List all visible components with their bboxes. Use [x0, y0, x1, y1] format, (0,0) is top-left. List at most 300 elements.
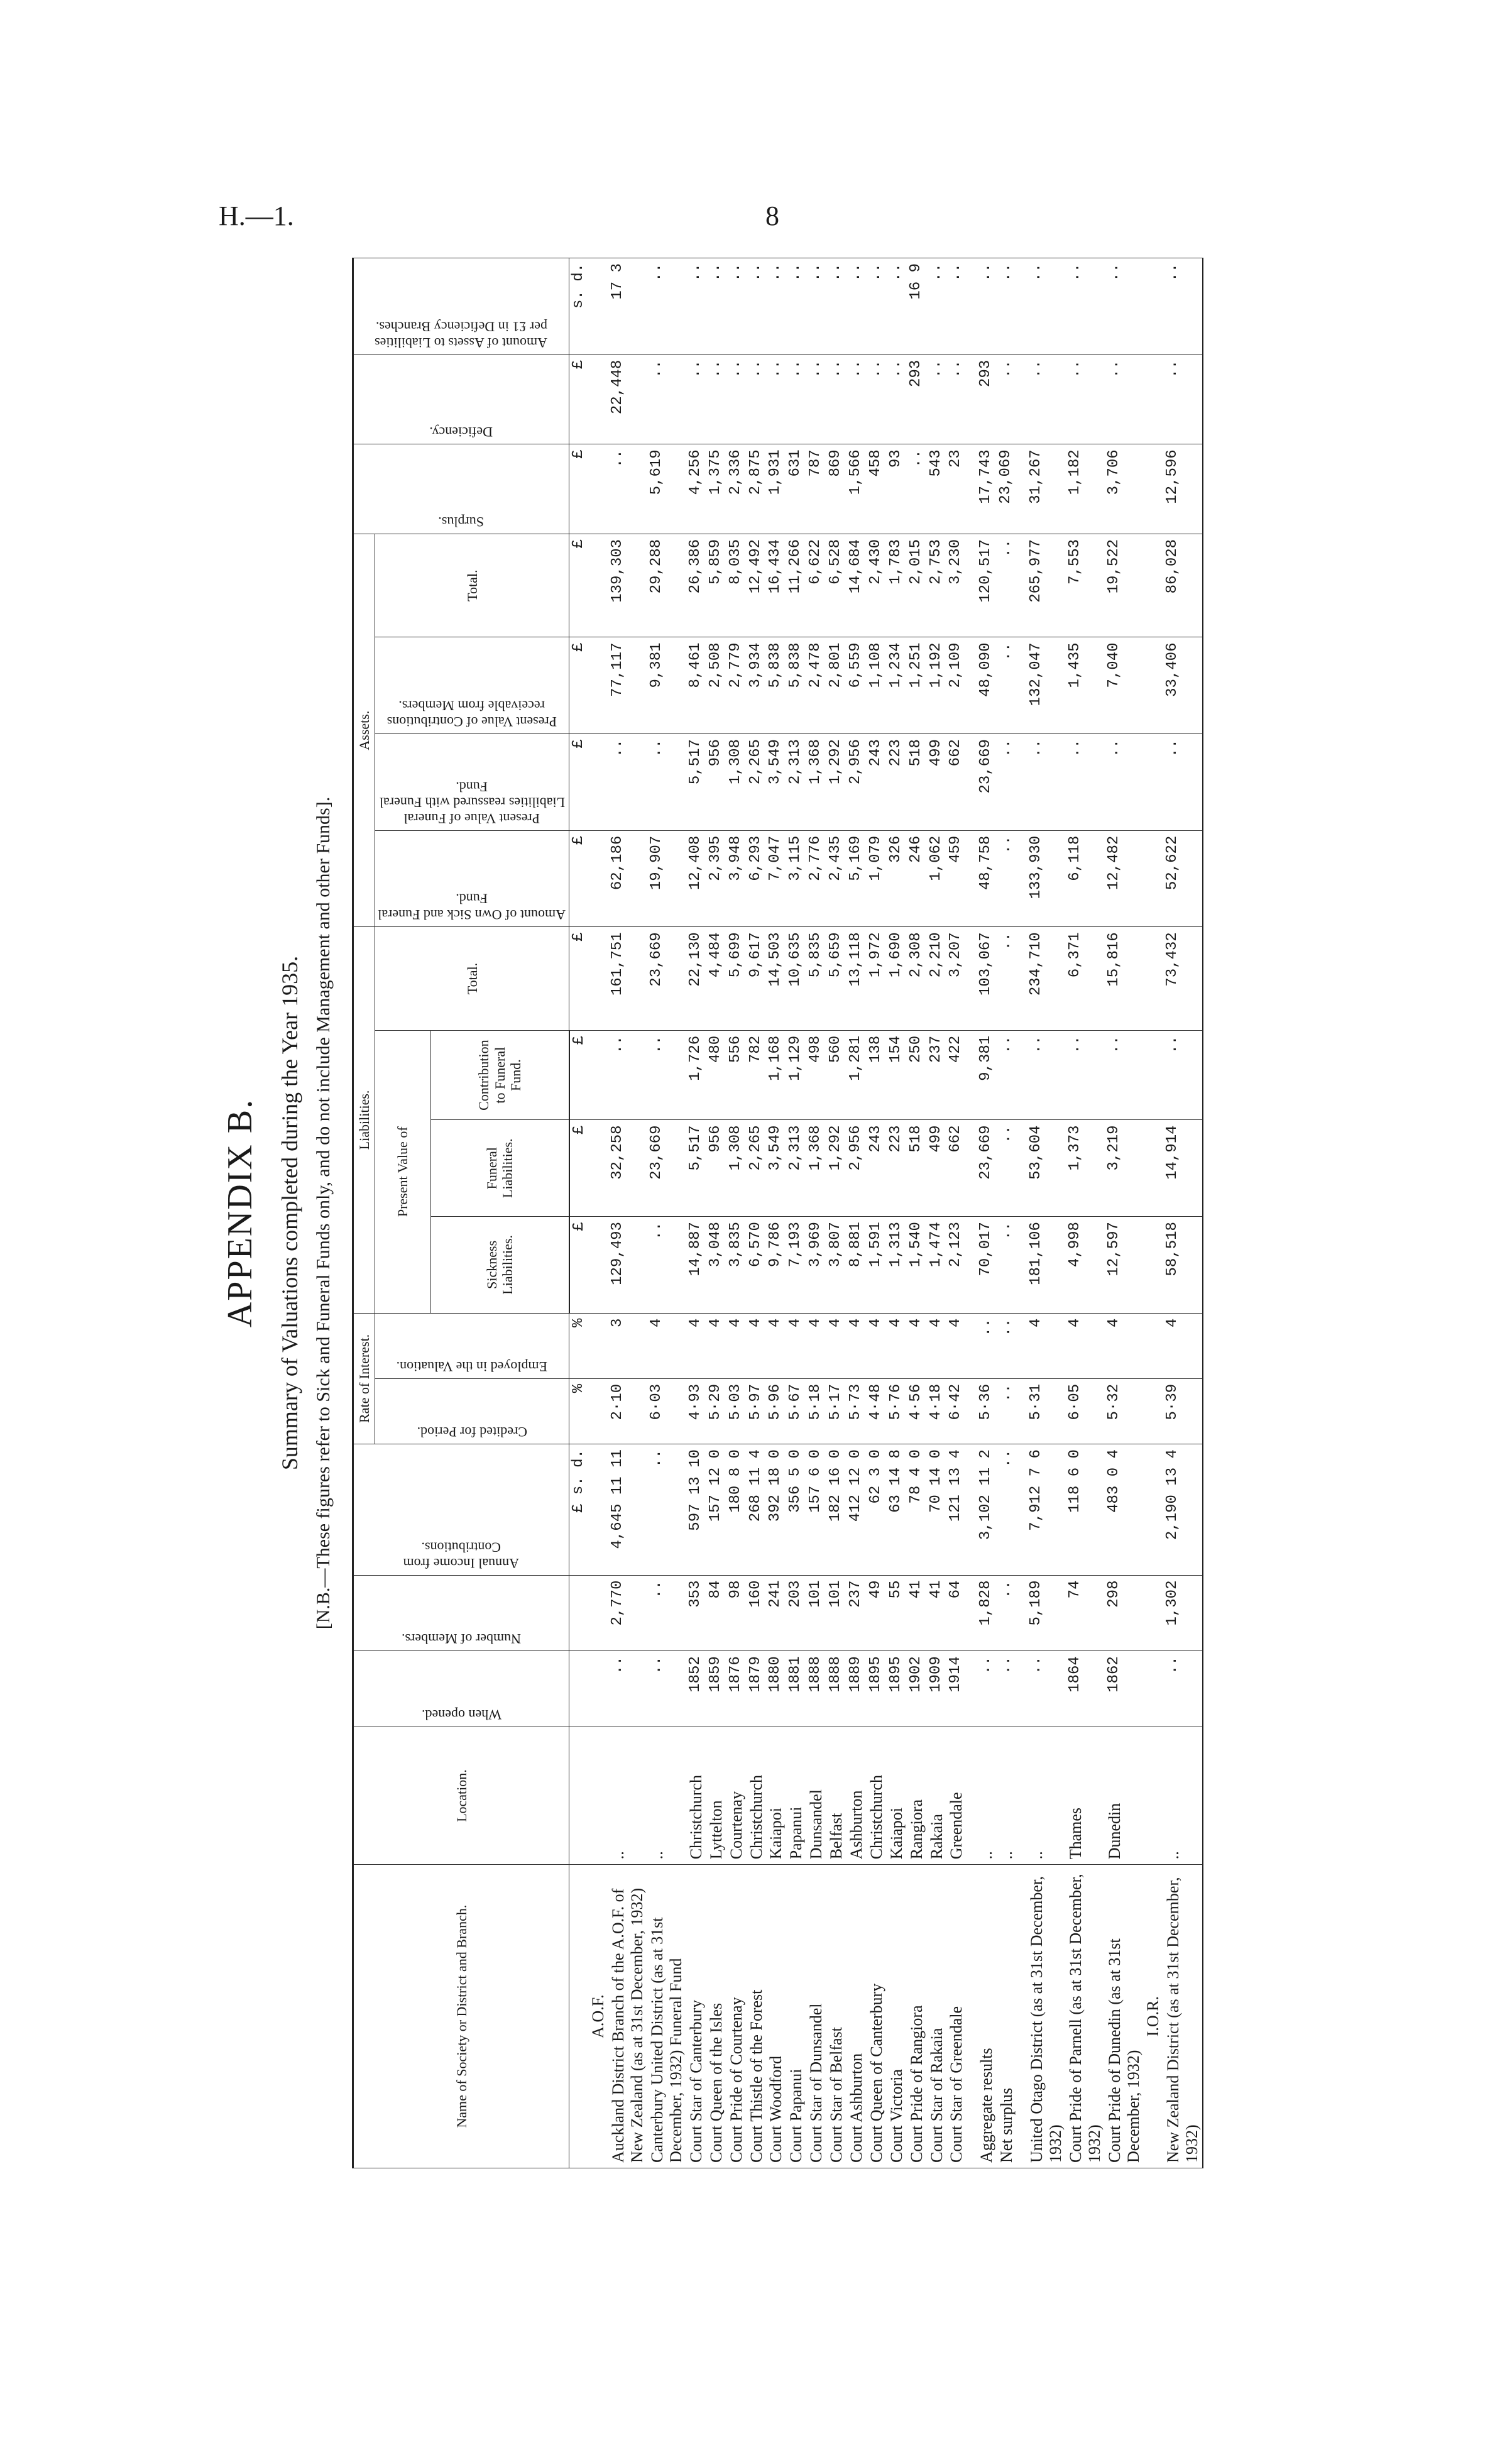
- cell-assets-total: 2,430: [867, 534, 887, 637]
- empty-cell: [967, 1575, 977, 1651]
- cell-deficiency: 293: [907, 354, 927, 444]
- col-header-pv-contributions-text: Present Value of Contributions receivable from Members.: [387, 698, 557, 730]
- cell-rate-credited: 5·97: [747, 1378, 767, 1444]
- cell-own-fund: 1,062: [927, 830, 947, 927]
- cell-amount-per-pound: ..: [747, 258, 767, 355]
- cell-rate-credited: ..: [997, 1378, 1017, 1444]
- table-row: [907, 258, 927, 2168]
- cell-when-opened: 1880: [766, 1651, 786, 1727]
- cell-own-fund: 6,118: [1066, 830, 1105, 927]
- cell-surplus: ..: [907, 444, 927, 534]
- col-header-pv-contributions: [375, 637, 569, 734]
- col-header-name: Name of Society or District and Branch.: [353, 1865, 569, 2168]
- col-header-pv-funeral-reassured: [375, 734, 569, 831]
- cell-own-fund: 7,047: [766, 830, 786, 927]
- cell-assets-total: 19,522: [1105, 534, 1144, 637]
- cell-funeral: 32,258: [608, 1120, 647, 1217]
- cell-when-opened: 1888: [826, 1651, 846, 1727]
- cell-surplus: 93: [887, 444, 907, 534]
- empty-cell: [588, 1444, 608, 1575]
- cell-funeral: 662: [946, 1120, 967, 1217]
- cell-sickness: 70,017: [977, 1217, 997, 1314]
- cell-name: Court Woodford: [766, 1865, 786, 2168]
- cell-liab-total: ..: [997, 927, 1017, 1031]
- cell-amount-per-pound: ..: [786, 258, 806, 355]
- cell-rate-employed: 4: [706, 1313, 726, 1378]
- cell-when-opened: 1876: [726, 1651, 747, 1727]
- cell-funeral: 499: [927, 1120, 947, 1217]
- empty-cell: [588, 1120, 608, 1217]
- cell-name: United Otago District (as at 31st December, 1932): [1027, 1865, 1066, 2168]
- empty-cell: [1143, 1217, 1163, 1314]
- cell-surplus: 1,566: [846, 444, 867, 534]
- unit-cell: [569, 1727, 589, 1864]
- cell-rate-employed: 4: [887, 1313, 907, 1378]
- cell-when-opened: ..: [647, 1651, 686, 1727]
- cell-rate-employed: ..: [977, 1313, 997, 1378]
- col-header-rate-group: Rate of Interest.: [353, 1313, 375, 1444]
- cell-rate-employed: 4: [846, 1313, 867, 1378]
- col-header-liabilities: Liabilities.: [353, 927, 375, 1313]
- cell-income: ..: [997, 1444, 1017, 1575]
- cell-deficiency: ..: [1027, 354, 1066, 444]
- cell-location: Kaiapoi: [887, 1727, 907, 1864]
- cell-own-fund: 3,948: [726, 830, 747, 927]
- col-header-assets: Assets.: [353, 534, 375, 926]
- page-header-code: H.—1.: [219, 200, 294, 231]
- cell-deficiency: ..: [747, 354, 767, 444]
- cell-sickness: 2,123: [946, 1217, 967, 1314]
- cell-liab-total: 5,699: [726, 927, 747, 1031]
- cell-funeral: 23,669: [977, 1120, 997, 1217]
- cell-contribution: 422: [946, 1030, 967, 1120]
- table-row: [887, 258, 907, 2168]
- cell-liab-total: 161,751: [608, 927, 647, 1031]
- cell-rate-employed: 4: [1163, 1313, 1203, 1378]
- empty-cell: [1017, 354, 1027, 444]
- cell-liab-total: 10,635: [786, 927, 806, 1031]
- cell-liab-total: 23,669: [647, 927, 686, 1031]
- cell-contribution: ..: [1027, 1030, 1066, 1120]
- empty-cell: [588, 1217, 608, 1314]
- cell-members: 98: [726, 1575, 747, 1651]
- cell-surplus: ..: [608, 444, 647, 534]
- unit-cell: £: [569, 830, 589, 927]
- cell-sickness: 14,887: [686, 1217, 706, 1314]
- table-row: [686, 258, 706, 2168]
- cell-assets-total: 14,684: [846, 534, 867, 637]
- cell-rate-credited: 4·18: [927, 1378, 947, 1444]
- col-header-amount-per-pound: [353, 258, 569, 355]
- cell-members: 237: [846, 1575, 867, 1651]
- cell-liab-total: 73,432: [1163, 927, 1203, 1031]
- cell-pv-funeral-reassured: ..: [1105, 734, 1144, 831]
- cell-assets-total: 8,035: [726, 534, 747, 637]
- cell-surplus: 869: [826, 444, 846, 534]
- cell-members: 55: [887, 1575, 907, 1651]
- cell-contribution: 560: [826, 1030, 846, 1120]
- unit-cell: £: [569, 534, 589, 637]
- cell-members: 353: [686, 1575, 706, 1651]
- cell-sickness: 9,786: [766, 1217, 786, 1314]
- cell-funeral: 956: [706, 1120, 726, 1217]
- col-header-rate-credited: [375, 1378, 569, 1444]
- cell-liab-total: 2,210: [927, 927, 947, 1031]
- cell-when-opened: ..: [608, 1651, 647, 1727]
- section-label: A.O.F.: [588, 1865, 608, 2168]
- table-row: [846, 258, 867, 2168]
- cell-liab-total: 2,308: [907, 927, 927, 1031]
- cell-amount-per-pound: ..: [946, 258, 967, 355]
- cell-rate-employed: 4: [686, 1313, 706, 1378]
- cell-funeral: 23,669: [647, 1120, 686, 1217]
- empty-cell: [967, 927, 977, 1031]
- cell-liab-total: 13,118: [846, 927, 867, 1031]
- cell-rate-employed: 4: [806, 1313, 826, 1378]
- unit-cell: £: [569, 927, 589, 1031]
- cell-pv-contributions: 132,047: [1027, 637, 1066, 734]
- cell-name: Court Queen of the Isles: [706, 1865, 726, 2168]
- table-row: [867, 258, 887, 2168]
- cell-name: Court Victoria: [887, 1865, 907, 2168]
- cell-when-opened: ..: [1163, 1651, 1203, 1727]
- cell-own-fund: 48,758: [977, 830, 997, 927]
- cell-name: Court Queen of Canterbury: [867, 1865, 887, 2168]
- cell-own-fund: 5,169: [846, 830, 867, 927]
- cell-location: ..: [1027, 1727, 1066, 1864]
- cell-sickness: 3,835: [726, 1217, 747, 1314]
- col-header-own-fund: [375, 830, 569, 927]
- col-header-members-text: Number of Members.: [402, 1631, 522, 1647]
- cell-contribution: 1,726: [686, 1030, 706, 1120]
- empty-cell: [1017, 830, 1027, 927]
- cell-members: 203: [786, 1575, 806, 1651]
- cell-income: ..: [647, 1444, 686, 1575]
- col-header-rate-credited-text: Credited for Period.: [417, 1424, 527, 1441]
- cell-sickness: ..: [997, 1217, 1017, 1314]
- cell-pv-funeral-reassured: 499: [927, 734, 947, 831]
- cell-location: ..: [647, 1727, 686, 1864]
- cell-name: Aggregate results: [977, 1865, 997, 2168]
- cell-when-opened: 1914: [946, 1651, 967, 1727]
- col-header-surplus-text: Surplus.: [438, 513, 485, 530]
- cell-location: ..: [977, 1727, 997, 1864]
- cell-pv-funeral-reassured: ..: [647, 734, 686, 831]
- cell-pv-funeral-reassured: 1,368: [806, 734, 826, 831]
- cell-pv-funeral-reassured: 23,669: [977, 734, 997, 831]
- cell-sickness: 3,048: [706, 1217, 726, 1314]
- cell-deficiency: ..: [846, 354, 867, 444]
- cell-name: Court Star of Belfast: [826, 1865, 846, 2168]
- cell-name: Court Thistle of the Forest: [747, 1865, 767, 2168]
- cell-liab-total: 1,972: [867, 927, 887, 1031]
- unit-cell: %: [569, 1313, 589, 1378]
- empty-cell: [1017, 1217, 1027, 1314]
- cell-rate-employed: 4: [1105, 1313, 1144, 1378]
- cell-deficiency: ..: [766, 354, 786, 444]
- cell-rate-credited: 5·29: [706, 1378, 726, 1444]
- cell-surplus: 1,931: [766, 444, 786, 534]
- cell-pv-contributions: 3,934: [747, 637, 767, 734]
- cell-deficiency: ..: [946, 354, 967, 444]
- cell-funeral: 3,549: [766, 1120, 786, 1217]
- table-row: [997, 258, 1017, 2168]
- cell-funeral: 14,914: [1163, 1120, 1203, 1217]
- empty-cell: [1143, 637, 1163, 734]
- empty-cell: [588, 1378, 608, 1444]
- empty-cell: [1143, 258, 1163, 355]
- cell-liab-total: 6,371: [1066, 927, 1105, 1031]
- cell-pv-funeral-reassured: 2,313: [786, 734, 806, 831]
- cell-amount-per-pound: ..: [977, 258, 997, 355]
- cell-assets-total: 139,303: [608, 534, 647, 637]
- cell-members: 74: [1066, 1575, 1105, 1651]
- cell-liab-total: 4,484: [706, 927, 726, 1031]
- cell-own-fund: 2,395: [706, 830, 726, 927]
- cell-deficiency: ..: [1066, 354, 1105, 444]
- cell-members: ..: [997, 1575, 1017, 1651]
- empty-cell: [588, 1651, 608, 1727]
- cell-assets-total: 16,434: [766, 534, 786, 637]
- cell-name: New Zealand District (as at 31st December, 1932): [1163, 1865, 1203, 2168]
- cell-pv-contributions: 6,559: [846, 637, 867, 734]
- table-row: [726, 258, 747, 2168]
- cell-location: Kaiapoi: [766, 1727, 786, 1864]
- table-row: [766, 258, 786, 2168]
- cell-pv-contributions: 77,117: [608, 637, 647, 734]
- cell-liab-total: 234,710: [1027, 927, 1066, 1031]
- table-note: [N.B.—These figures refer to Sick and Funeral Funds only, and do not include Management and other Funds].: [313, 796, 334, 1630]
- cell-rate-employed: 4: [946, 1313, 967, 1378]
- unit-cell: [569, 1651, 589, 1727]
- cell-deficiency: ..: [647, 354, 686, 444]
- cell-deficiency: 22,448: [608, 354, 647, 444]
- cell-location: Thames: [1066, 1727, 1105, 1864]
- cell-sickness: 3,969: [806, 1217, 826, 1314]
- empty-cell: [588, 734, 608, 831]
- units-row: [569, 258, 589, 2168]
- cell-contribution: 1,129: [786, 1030, 806, 1120]
- cell-contribution: 1,281: [846, 1030, 867, 1120]
- cell-rate-employed: 4: [766, 1313, 786, 1378]
- empty-cell: [1017, 1575, 1027, 1651]
- empty-cell: [588, 444, 608, 534]
- empty-cell: [967, 1444, 977, 1575]
- cell-pv-funeral-reassured: ..: [608, 734, 647, 831]
- col-header-sickness: Sickness Liabilities.: [430, 1217, 569, 1314]
- empty-cell: [967, 1217, 977, 1314]
- empty-cell: [1143, 1120, 1163, 1217]
- cell-contribution: ..: [1105, 1030, 1144, 1120]
- empty-cell: [588, 1313, 608, 1378]
- cell-sickness: 129,493: [608, 1217, 647, 1314]
- cell-location: Courtenay: [726, 1727, 747, 1864]
- cell-sickness: 1,540: [907, 1217, 927, 1314]
- cell-deficiency: ..: [806, 354, 826, 444]
- cell-own-fund: 19,907: [647, 830, 686, 927]
- cell-liab-total: 5,659: [826, 927, 846, 1031]
- cell-liab-total: 1,690: [887, 927, 907, 1031]
- cell-pv-contributions: 1,251: [907, 637, 927, 734]
- cell-location: ..: [1163, 1727, 1203, 1864]
- cell-assets-total: 2,015: [907, 534, 927, 637]
- cell-sickness: 1,313: [887, 1217, 907, 1314]
- cell-members: ..: [647, 1575, 686, 1651]
- cell-rate-employed: 4: [647, 1313, 686, 1378]
- cell-rate-employed: 4: [907, 1313, 927, 1378]
- cell-name: Auckland District Branch of the A.O.F. of New Zealand (as at 31st December, 1932): [608, 1865, 647, 2168]
- cell-pv-funeral-reassured: 2,265: [747, 734, 767, 831]
- cell-own-fund: 246: [907, 830, 927, 927]
- empty-cell: [967, 830, 977, 927]
- cell-liab-total: 3,207: [946, 927, 967, 1031]
- cell-contribution: ..: [647, 1030, 686, 1120]
- col-header-when-opened: [353, 1651, 569, 1727]
- col-header-liab-total: Total.: [375, 927, 569, 1031]
- cell-pv-funeral-reassured: ..: [1027, 734, 1066, 831]
- cell-surplus: 4,256: [686, 444, 706, 534]
- cell-contribution: 9,381: [977, 1030, 997, 1120]
- cell-location: Lyttelton: [706, 1727, 726, 1864]
- cell-deficiency: ..: [867, 354, 887, 444]
- cell-assets-total: 12,492: [747, 534, 767, 637]
- cell-location: ..: [608, 1727, 647, 1864]
- cell-deficiency: ..: [927, 354, 947, 444]
- col-header-when-opened-text: When opened.: [421, 1706, 501, 1723]
- rotated-table-area: [207, 258, 1370, 2168]
- cell-location: Dunsandel: [806, 1727, 826, 1864]
- cell-contribution: ..: [608, 1030, 647, 1120]
- empty-cell: [588, 534, 608, 637]
- spacer-row: [1017, 258, 1027, 2168]
- cell-income: 62 3 0: [867, 1444, 887, 1575]
- col-header-income: [353, 1444, 569, 1575]
- cell-location: Dunedin: [1105, 1727, 1144, 1864]
- cell-own-fund: 12,482: [1105, 830, 1144, 927]
- cell-pv-funeral-reassured: 223: [887, 734, 907, 831]
- cell-own-fund: ..: [997, 830, 1017, 927]
- cell-amount-per-pound: ..: [1066, 258, 1105, 355]
- table-row: [1163, 258, 1203, 2168]
- cell-name: Canterbury United District (as at 31st December, 1932) Funeral Fund: [647, 1865, 686, 2168]
- cell-when-opened: 1852: [686, 1651, 706, 1727]
- empty-cell: [1143, 927, 1163, 1031]
- cell-rate-credited: 4·48: [867, 1378, 887, 1444]
- cell-surplus: 1,182: [1066, 444, 1105, 534]
- cell-pv-funeral-reassured: ..: [997, 734, 1017, 831]
- section-label: I.O.R.: [1143, 1865, 1163, 2168]
- empty-cell: [1017, 1444, 1027, 1575]
- cell-income: 63 14 8: [887, 1444, 907, 1575]
- col-header-assets-total: Total.: [375, 534, 569, 637]
- cell-funeral: 518: [907, 1120, 927, 1217]
- cell-assets-total: ..: [997, 534, 1017, 637]
- cell-liab-total: 15,816: [1105, 927, 1144, 1031]
- cell-name: Court Papanui: [786, 1865, 806, 2168]
- cell-deficiency: ..: [887, 354, 907, 444]
- empty-cell: [1143, 1378, 1163, 1444]
- cell-members: 41: [927, 1575, 947, 1651]
- table-row: [1105, 258, 1144, 2168]
- cell-assets-total: 7,553: [1066, 534, 1105, 637]
- cell-when-opened: 1888: [806, 1651, 826, 1727]
- cell-pv-funeral-reassured: ..: [1163, 734, 1203, 831]
- cell-members: 241: [766, 1575, 786, 1651]
- cell-surplus: 5,619: [647, 444, 686, 534]
- cell-contribution: 782: [747, 1030, 767, 1120]
- cell-rate-credited: 5·73: [846, 1378, 867, 1444]
- empty-cell: [967, 1120, 977, 1217]
- cell-income: 180 8 0: [726, 1444, 747, 1575]
- empty-cell: [967, 734, 977, 831]
- cell-income: 118 6 0: [1066, 1444, 1105, 1575]
- cell-amount-per-pound: ..: [706, 258, 726, 355]
- cell-name: Court Pride of Rangiora: [907, 1865, 927, 2168]
- cell-location: Christchurch: [747, 1727, 767, 1864]
- cell-when-opened: 1864: [1066, 1651, 1105, 1727]
- header-row-1: [353, 258, 375, 2168]
- unit-cell: £: [569, 637, 589, 734]
- unit-cell: [569, 1865, 589, 2168]
- cell-assets-total: 120,517: [977, 534, 997, 637]
- col-header-own-fund-text: Amount of Own Sick and Funeral Fund.: [378, 891, 566, 923]
- cell-pv-funeral-reassured: 662: [946, 734, 967, 831]
- cell-own-fund: 52,622: [1163, 830, 1203, 927]
- cell-deficiency: ..: [997, 354, 1017, 444]
- empty-cell: [967, 1313, 977, 1378]
- valuation-summary-table: [352, 258, 1203, 2168]
- empty-cell: [967, 1378, 977, 1444]
- cell-members: 101: [826, 1575, 846, 1651]
- table-row: [806, 258, 826, 2168]
- table-row: [1066, 258, 1105, 2168]
- cell-rate-credited: 4·56: [907, 1378, 927, 1444]
- cell-name: Court Pride of Parnell (as at 31st December, 1932): [1066, 1865, 1105, 2168]
- cell-deficiency: ..: [686, 354, 706, 444]
- cell-pv-contributions: 5,838: [766, 637, 786, 734]
- cell-members: 41: [907, 1575, 927, 1651]
- cell-liab-total: 22,130: [686, 927, 706, 1031]
- cell-name: Court Pride of Dunedin (as at 31st December, 1932): [1105, 1865, 1144, 2168]
- cell-rate-employed: 4: [747, 1313, 767, 1378]
- cell-rate-credited: 5·76: [887, 1378, 907, 1444]
- cell-surplus: 458: [867, 444, 887, 534]
- cell-assets-total: 5,859: [706, 534, 726, 637]
- cell-when-opened: 1859: [706, 1651, 726, 1727]
- cell-rate-employed: 3: [608, 1313, 647, 1378]
- cell-name: Court Pride of Courtenay: [726, 1865, 747, 2168]
- empty-cell: [588, 354, 608, 444]
- cell-pv-contributions: 1,435: [1066, 637, 1105, 734]
- cell-own-fund: 326: [887, 830, 907, 927]
- table-subtitle: Summary of Valuations completed during the Year 1935.: [277, 955, 302, 1471]
- cell-pv-funeral-reassured: 1,292: [826, 734, 846, 831]
- page-number: 8: [765, 200, 779, 231]
- col-header-rate-employed: [375, 1313, 569, 1378]
- cell-own-fund: 6,293: [747, 830, 767, 927]
- cell-rate-credited: 5·67: [786, 1378, 806, 1444]
- cell-surplus: 2,336: [726, 444, 747, 534]
- empty-cell: [588, 258, 608, 355]
- cell-pv-contributions: 1,234: [887, 637, 907, 734]
- cell-amount-per-pound: ..: [887, 258, 907, 355]
- cell-rate-credited: 6·05: [1066, 1378, 1105, 1444]
- col-header-members: [353, 1575, 569, 1651]
- table-body: [569, 258, 1203, 2168]
- cell-rate-employed: 4: [867, 1313, 887, 1378]
- cell-amount-per-pound: ..: [826, 258, 846, 355]
- cell-pv-contributions: 9,381: [647, 637, 686, 734]
